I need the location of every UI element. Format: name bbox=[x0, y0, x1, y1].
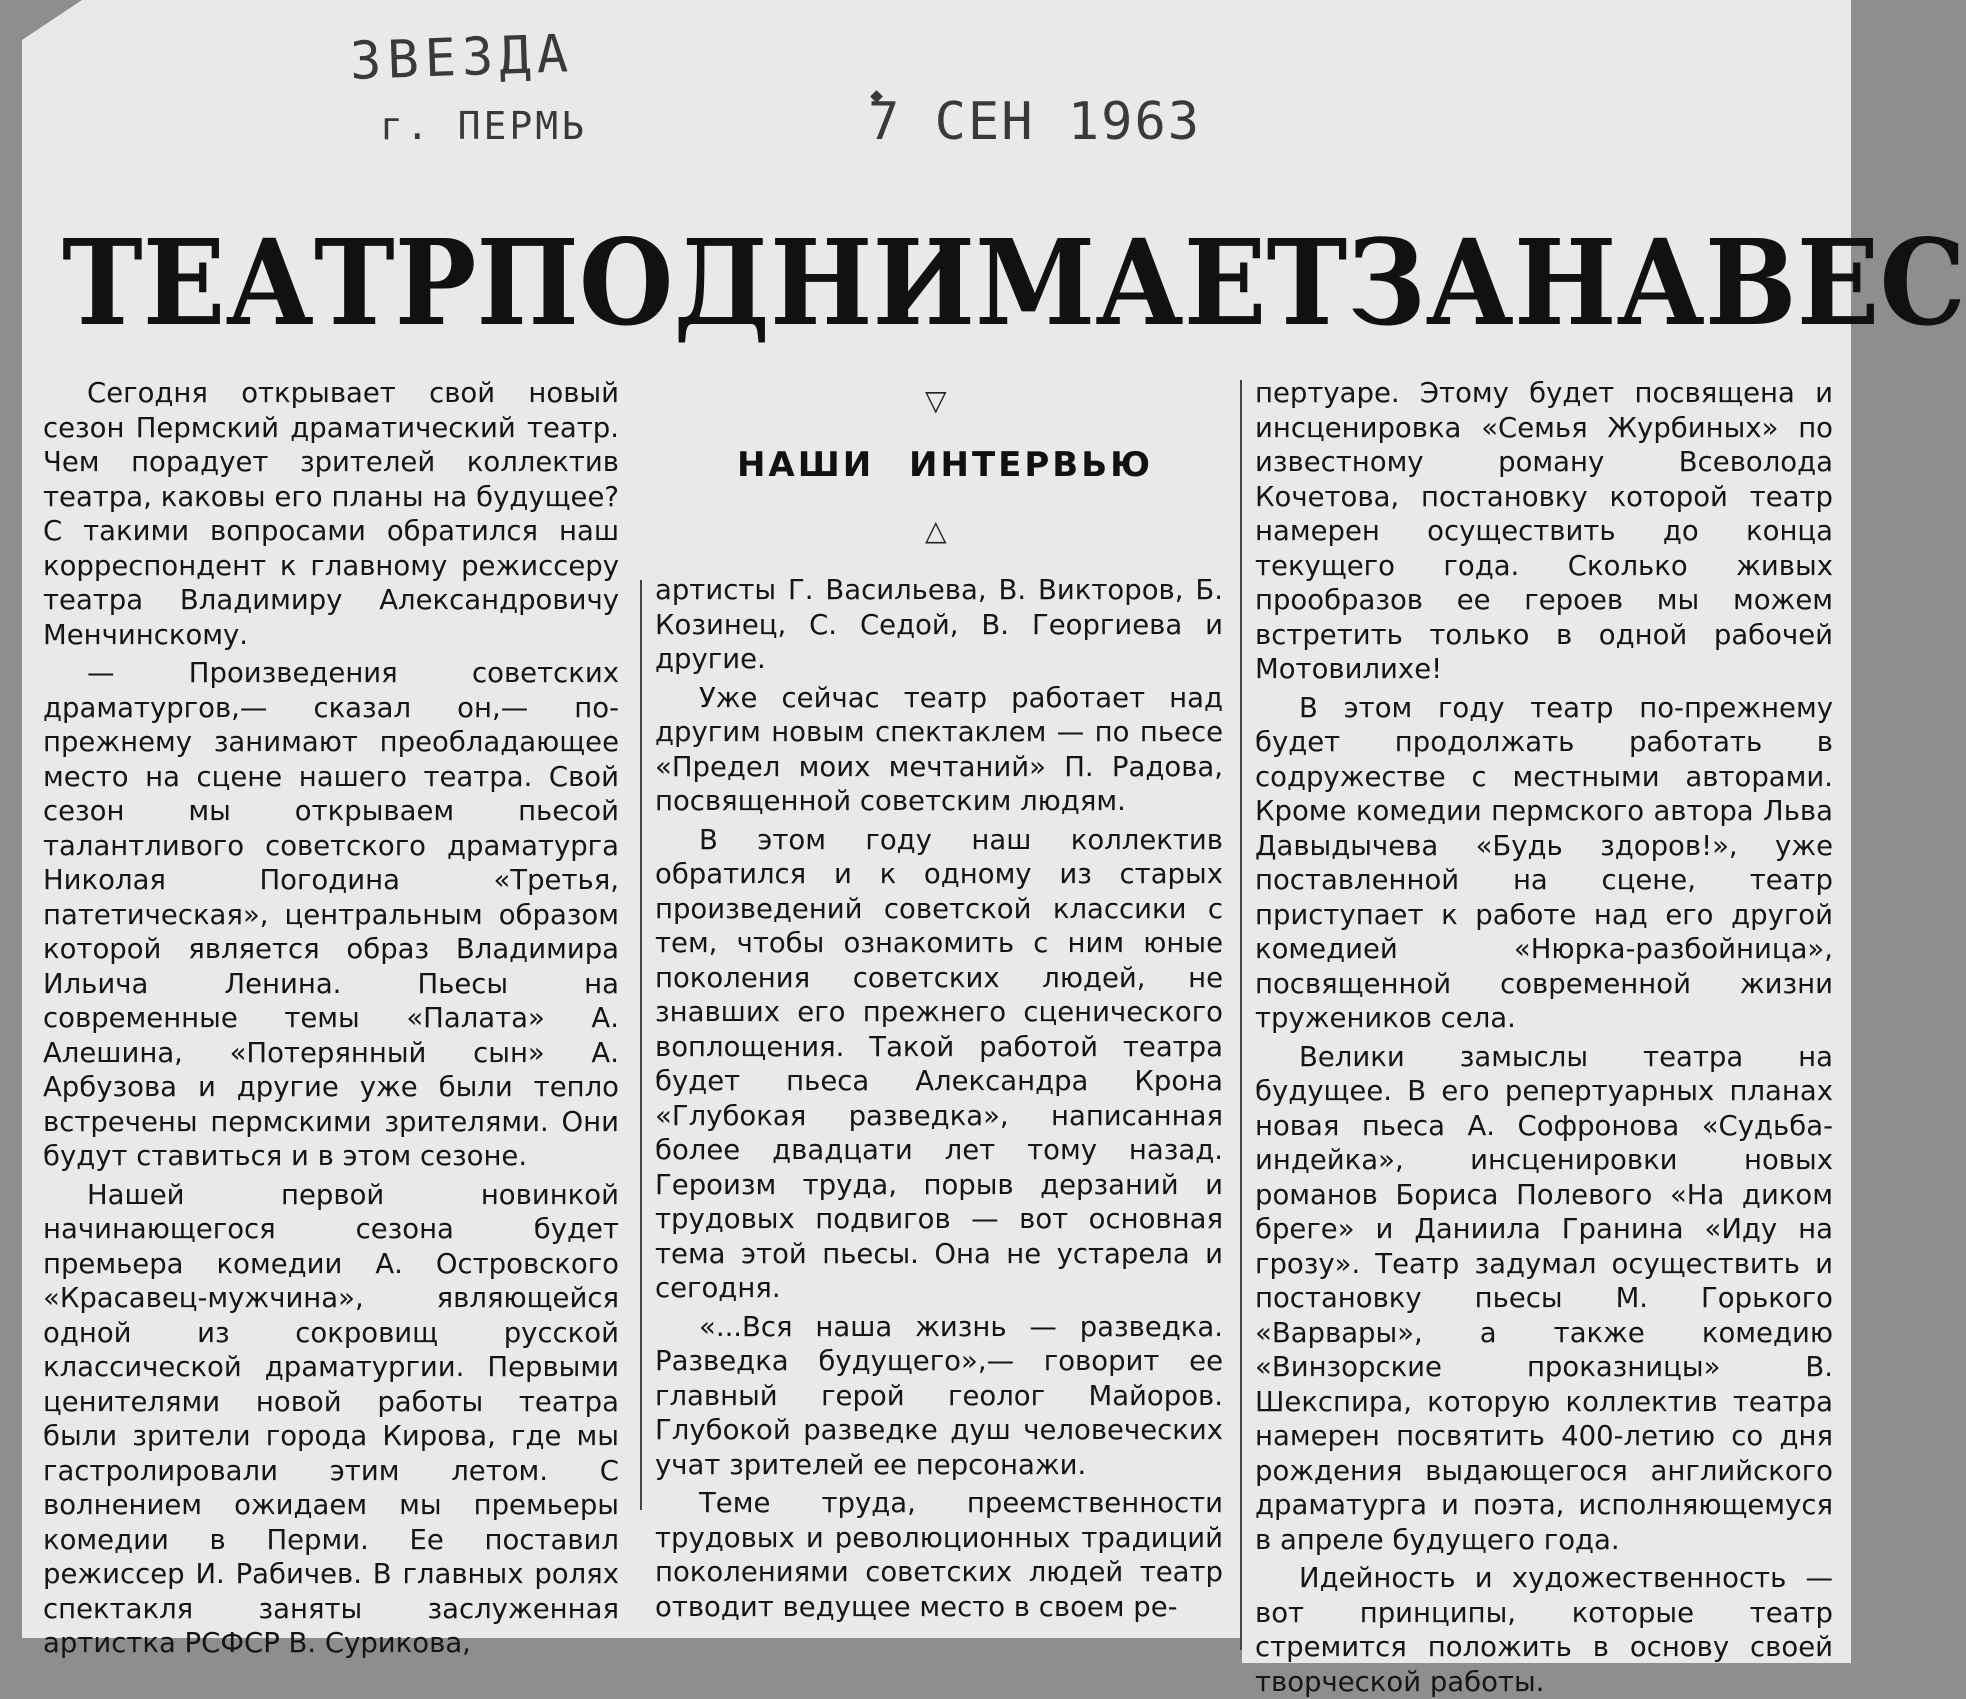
paragraph: Идейность и художественность — вот принципы, которые театр стремится положить в основу своей творческой работы. bbox=[1255, 1562, 1833, 1698]
paragraph: В этом году театр по-прежнему будет продолжать работать в содружестве с местными авторами. Кроме комедии пермского автора Льва Давыдычева «Будь здоров!», уже поставленной на сцене, театр приступает к работе над его другой комедией «Нюрка-разбойница», посвященной современной жизни тружеников села. bbox=[1255, 691, 1833, 1034]
headline bbox=[62, 213, 1966, 352]
paragraph: «...Вся наша жизнь — разведка. Разведка будущего»,— говорит ее главный герой геолог Майоров. Глубокой разведке душ человеческих учат зрителей ее персонажи. bbox=[655, 1310, 1223, 1481]
paragraph: — Произведения советских драматургов,— сказал он,— по-прежнему занимают преобладающее место на сцене нашего театра. Свой сезон мы открываем пьесой талантливого советского драматурга Николая Погодина «Третья, патетическая», центральным образом которой является образ Владимира Ильича Ленина. Пьесы на современные темы «Палата» А. Алешина, «Потерянный сын» А. Арбузова и другие уже были тепло встречены пермскими зрителями. Они будут ставиться и в этом сезоне. bbox=[43, 657, 619, 1172]
article-column-3 bbox=[1255, 376, 1833, 1699]
paragraph: Сегодня открывает свой новый сезон Пермский драматический театр. Чем порадует зрителей коллектив театра, каковы его планы на будущее? С такими вопросами обратился наш корреспондент к главному режиссеру театра Владимиру Александровичу Менчинскому. bbox=[43, 377, 619, 651]
column-divider bbox=[640, 580, 642, 1510]
date-stamp: 7 СЕН 1963 bbox=[868, 92, 1202, 152]
paragraph: Теме труда, преемственности трудовых и революционных традиций поколениями советских людей театр отводит ведущее место в своем ре- bbox=[655, 1487, 1223, 1623]
newspaper-name-stamp: ЗВЕЗДА bbox=[349, 24, 575, 92]
triangle-up-icon: △ bbox=[925, 514, 947, 547]
paragraph: Велики замыслы театра на будущее. В его репертуарных планах новая пьеса А. Софронова «Судьба-индейка», инсценировки новых романов Бориса Полевого «На диком бреге» и Даниила Гранина «Иду на грозу». Театр задумал осуществить и постановку пьесы М. Горького «Варвары», а также комедию «Винзорские проказницы» В. Шекспира, которую коллектив театра намерен посвятить 400-летию со дня рождения выдающегося английского драматурга и поэта, исполняющемуся в апреле будущего года. bbox=[1255, 1040, 1833, 1556]
article-column-1 bbox=[43, 376, 619, 1661]
city-stamp: г. ПЕРМЬ bbox=[380, 104, 588, 148]
paragraph: Нашей первой новинкой начинающегося сезона будет премьера комедии А. Островского «Красавец-мужчина», являющейся одной из сокровищ русской классической драматургии. Первыми ценителями новой работы театра были зрители города Кирова, где мы гастролировали этим летом. С волнением ожидаем мы премьеры комедии в Перми. Ее поставил режиссер И. Рабичев. В главных ролях спектакля заняты заслуженная артистка РСФСР В. Сурикова, bbox=[43, 1178, 619, 1659]
headline-word-2: ПОДНИМАЕТ bbox=[476, 213, 1348, 352]
paragraph: пертуаре. Этому будет посвящена и инсценировка «Семья Журбиных» по известному роману Всеволода Кочетова, постановку которой театр намерен осуществить до конца текущего года. Сколько живых прообразов ее героев мы можем встретить только в одной рабочей Мотовилихе! bbox=[1255, 377, 1833, 685]
headline-word-1: ТЕАТР bbox=[62, 213, 477, 352]
paragraph: В этом году наш коллектив обратился и к одному из старых произведений советской классики с тем, чтобы ознакомить с ним юные поколения советских людей, не знавших его прежнего сценического воплощения. Такой работой театра будет пьеса Александра Крона «Глубокая разведка», написанная более двадцати лет тому назад. Героизм труда, порыв дерзаний и трудовых подвигов — вот основная тема этой пьесы. Она не устарела и сегодня. bbox=[655, 823, 1223, 1304]
rubric-title: НАШИ ИНТЕРВЬЮ bbox=[736, 445, 1154, 485]
headline-word-3: ЗАНАВЕС bbox=[1347, 213, 1966, 352]
paragraph: артисты Г. Васильева, В. Викторов, Б. Козинец, С. Седой, В. Георгиева и другие. bbox=[655, 574, 1223, 675]
paragraph: Уже сейчас театр работает над другим новым спектаклем — по пьесе «Предел моих мечтаний» П. Радова, посвященной советским людям. bbox=[655, 681, 1223, 817]
triangle-down-icon: ▽ bbox=[925, 384, 947, 417]
article-column-2 bbox=[655, 573, 1223, 1624]
column-divider bbox=[1240, 380, 1242, 1650]
